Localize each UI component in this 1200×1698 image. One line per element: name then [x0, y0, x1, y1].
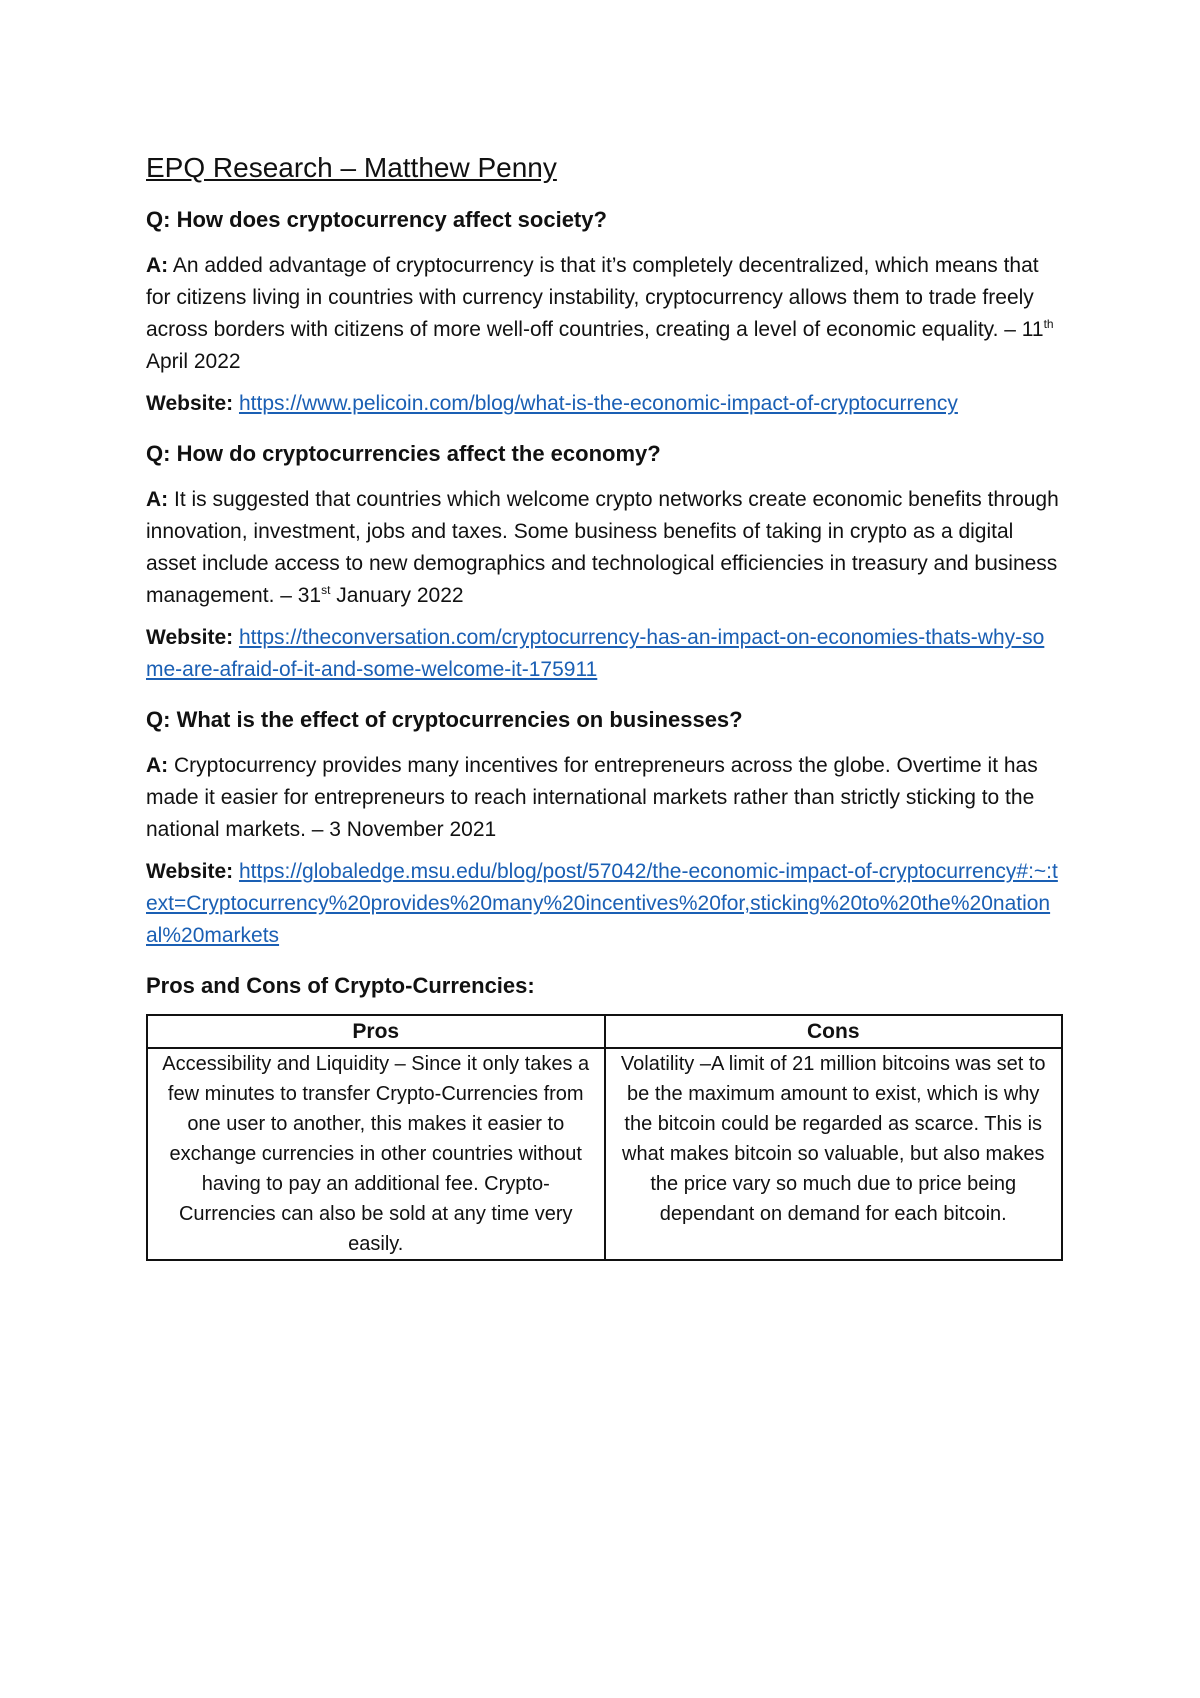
cons-header: Cons: [605, 1015, 1063, 1048]
page-title: EPQ Research – Matthew Penny: [146, 152, 557, 183]
source-link[interactable]: https://theconversation.com/cryptocurrency-has-an-impact-on-economies-thats-why-some-are-afraid-of-it-and-some-welcome-it-175911: [146, 626, 1045, 681]
website-1: [146, 388, 1061, 420]
answer-3: [146, 750, 1061, 846]
website-label: Website:: [146, 626, 234, 649]
cons-cell: Volatility –A limit of 21 million bitcoins was set to be the maximum amount to exist, which is why the bitcoin could be regarded as scarce. This is what makes bitcoin so valuable, but also makes the price vary so much due to price being dependant on demand for each bitcoin.: [605, 1048, 1063, 1260]
website-3: [146, 856, 1061, 952]
table-row: [147, 1048, 1062, 1260]
pros-cell: Accessibility and Liquidity – Since it only takes a few minutes to transfer Crypto-Currencies from one user to another, this makes it easier to exchange currencies in other countries without having to pay an additional fee. Crypto-Currencies can also be sold at any time very easily.: [147, 1048, 605, 1260]
date-rest: April 2022: [146, 350, 241, 373]
pros-cons-table: [146, 1014, 1063, 1261]
date-rest: January 2022: [330, 584, 464, 607]
answer-label: A:: [146, 488, 169, 511]
answer-text: It is suggested that countries which welcome crypto networks create economic benefits through innovation, investment, jobs and taxes. Some business benefits of taking in crypto as a digital asset include access to new demographics and technological efficiencies in treasury and business management. – 31: [146, 488, 1059, 607]
question-text: How does cryptocurrency affect society?: [176, 207, 607, 232]
question-label: Q:: [146, 207, 171, 232]
answer-text: An added advantage of cryptocurrency is that it’s completely decentralized, which means that for citizens living in countries with currency instability, cryptocurrency allows them to trade freely across borders with citizens of more well-off countries, creating a level of economic equality. – 11: [146, 254, 1044, 341]
question-label: Q:: [146, 441, 171, 466]
source-link[interactable]: https://www.pelicoin.com/blog/what-is-the-economic-impact-of-cryptocurrency: [238, 392, 958, 415]
website-2: [146, 622, 1061, 686]
answer-1: [146, 250, 1061, 378]
question-1: [146, 204, 1061, 236]
question-text: What is the effect of cryptocurrencies on businesses?: [176, 707, 743, 732]
date-suffix: th: [1043, 317, 1054, 331]
question-2: [146, 438, 1061, 470]
answer-text: Cryptocurrency provides many incentives for entrepreneurs across the globe. Overtime it has made it easier for entrepreneurs to reach international markets rather than strictly sticking to the national markets. – 3 November 2021: [146, 754, 1038, 841]
date-suffix: st: [321, 583, 331, 597]
answer-label: A:: [146, 254, 169, 277]
website-label: Website:: [146, 392, 234, 415]
website-label: Website:: [146, 860, 234, 883]
question-label: Q:: [146, 707, 171, 732]
pros-cons-heading: Pros and Cons of Crypto-Currencies:: [146, 973, 535, 998]
question-3: [146, 704, 1061, 736]
answer-2: [146, 484, 1061, 612]
question-text: How do cryptocurrencies affect the economy?: [176, 441, 661, 466]
answer-label: A:: [146, 754, 169, 777]
source-link[interactable]: https://globaledge.msu.edu/blog/post/57042/the-economic-impact-of-cryptocurrency#:~:text=Cryptocurrency%20provides%20many%20incentives%20for,sticking%20to%20the%20national%20markets: [146, 860, 1058, 947]
table-header-row: [147, 1015, 1062, 1048]
pros-header: Pros: [147, 1015, 605, 1048]
document-content: [146, 150, 1061, 1261]
